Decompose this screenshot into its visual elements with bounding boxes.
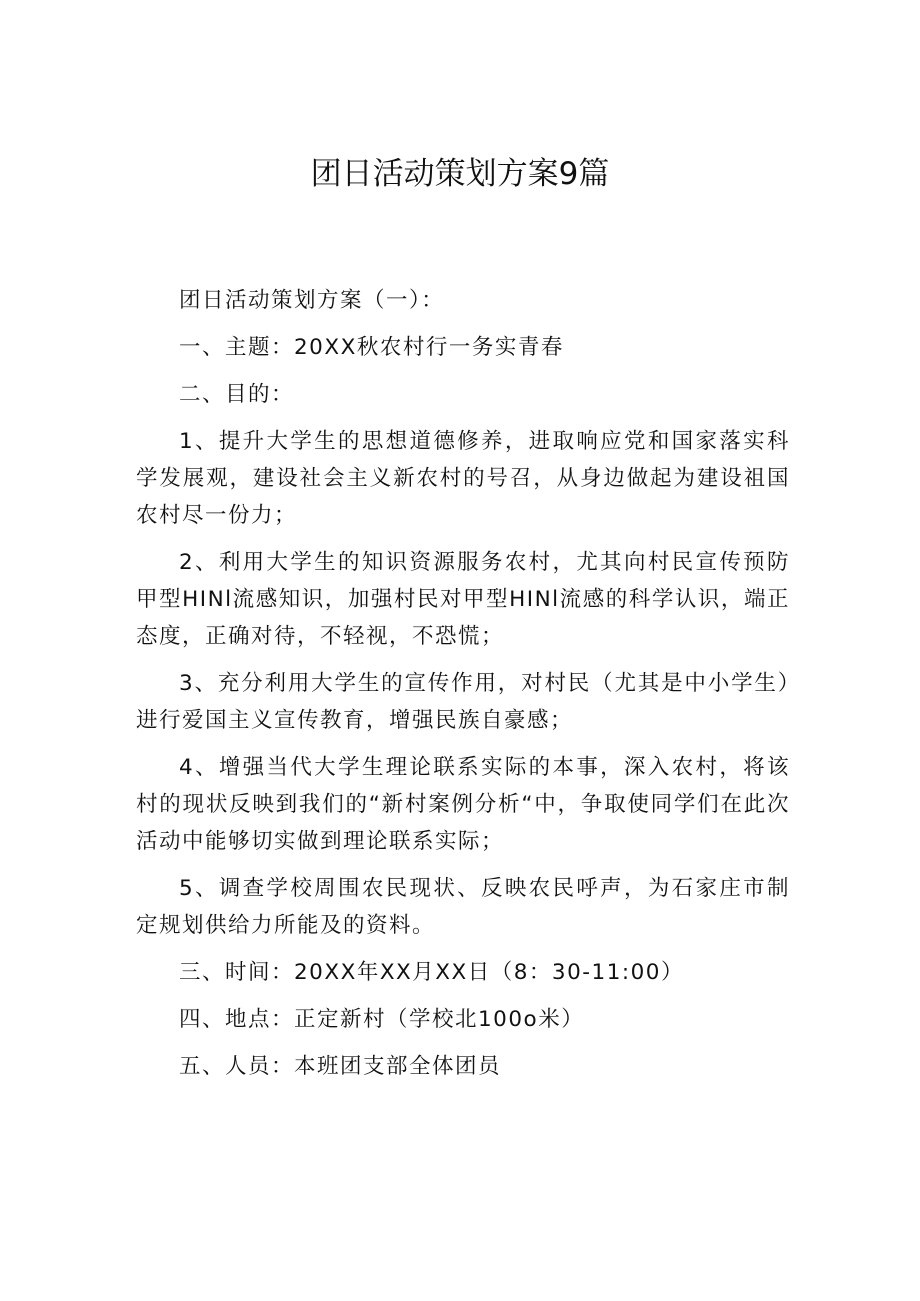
paragraph-plan-heading: 团日活动策划方案（一）： <box>179 288 445 313</box>
paragraph-theme: 一、主题：20XX秋农村行一务实青春 <box>179 335 564 360</box>
document-title: 团日活动策划方案9篇 <box>310 156 610 192</box>
paragraph-purpose-1: 1、提升大学生的思想道德修养，进取响应党和国家落实科学发展观，建设社会主义新农村的号召，从身边做起为建设祖国农村尽一份力； <box>136 429 790 528</box>
paragraph-purpose-4: 4、增强当代大学生理论联系实际的本事，深入农村，将该村的现状反映到我们的“新村案例分析“中，争取使同学们在此次活动中能够切实做到理论联系实际； <box>136 755 790 854</box>
paragraph-purpose-heading: 二、目的： <box>179 382 295 407</box>
paragraph-purpose-2: 2、利用大学生的知识资源服务农村，尤其向村民宣传预防甲型HINl流感知识，加强村民对甲型HINl流感的科学认识，端正态度，正确对待，不轻视，不恐慌； <box>136 550 790 649</box>
paragraph-participants: 五、人员：本班团支部全体团员 <box>179 1054 502 1079</box>
paragraph-purpose-5: 5、调查学校周围农民现状、反映农民呼声，为石家庄市制定规划供给力所能及的资料。 <box>136 876 790 938</box>
paragraph-purpose-3: 3、充分利用大学生的宣传作用，对村民（尤其是中小学生）进行爱国主义宣传教育，增强民族自豪感； <box>136 671 790 733</box>
paragraph-time: 三、时间：20XX年XX月XX日（8：30-11:00） <box>179 960 684 985</box>
paragraph-location: 四、地点：正定新村（学校北100o米） <box>179 1007 585 1032</box>
document-body <box>136 282 790 1095</box>
